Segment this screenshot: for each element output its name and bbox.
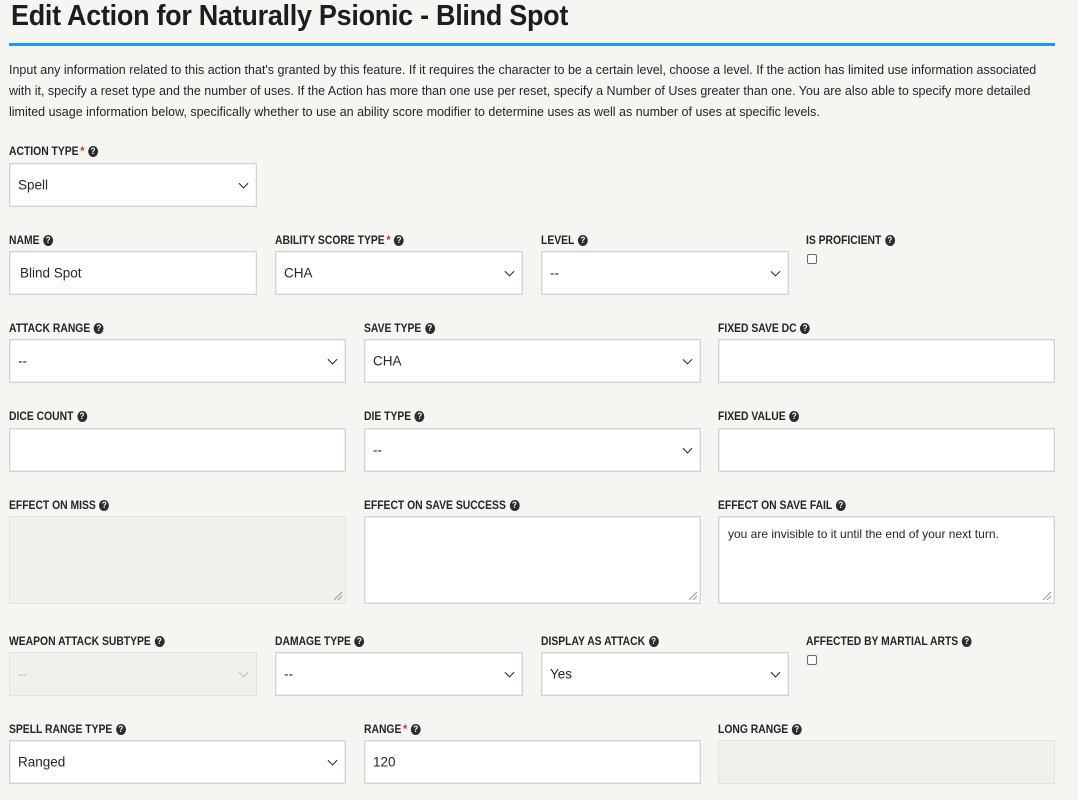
chevron-down-icon: [771, 267, 781, 277]
help-icon[interactable]: ?: [800, 323, 810, 334]
spell-range-type-select[interactable]: Ranged: [9, 740, 346, 784]
die-type-label: DIE TYPE ?: [364, 411, 425, 423]
name-label: NAME ?: [9, 235, 53, 247]
help-icon[interactable]: ?: [836, 500, 846, 511]
action-type-label: ACTION TYPE * ?: [9, 146, 98, 158]
chevron-down-icon: [683, 444, 693, 454]
spell-range-type-label: SPELL RANGE TYPE ?: [9, 724, 126, 736]
help-icon[interactable]: ?: [415, 411, 425, 422]
level-select[interactable]: --: [541, 251, 789, 295]
dice-count-label: DICE COUNT ?: [9, 411, 87, 423]
intro-text: Input any information related to this action that's granted by this feature. If it requires the character to be a certain level, choose a level. If the action has limited use information associated with it, specify a reset type and the number of uses. If the Action has more than one use per reset, specify a Number of Uses greater than one. You are also able to specify more detailed limited usage information below, specifically whether to use an ability score modifier to determine uses as well as number of uses at specific levels.: [9, 63, 1037, 119]
fixed-value-label: FIXED VALUE ?: [718, 411, 799, 423]
chevron-down-icon: [239, 668, 249, 678]
is-proficient-checkbox[interactable]: [807, 254, 817, 264]
page-title: Edit Action for Naturally Psionic - Blind Spot: [11, 0, 569, 32]
chevron-down-icon: [239, 179, 249, 189]
save-type-select[interactable]: CHA: [364, 339, 701, 383]
help-icon[interactable]: ?: [578, 235, 588, 246]
help-icon[interactable]: ?: [411, 724, 421, 735]
help-icon[interactable]: ?: [509, 500, 519, 511]
fixed-save-dc-input[interactable]: [718, 339, 1055, 383]
effect-on-miss-label: EFFECT ON MISS ?: [9, 500, 109, 512]
range-input[interactable]: 120: [364, 740, 701, 784]
help-icon[interactable]: ?: [789, 411, 799, 422]
resize-handle-icon[interactable]: [689, 592, 697, 600]
affected-by-martial-arts-label: AFFECTED BY MARTIAL ARTS ?: [806, 636, 972, 648]
chevron-down-icon: [328, 355, 338, 365]
help-icon[interactable]: ?: [355, 636, 365, 647]
effect-on-save-fail-label: EFFECT ON SAVE FAIL ?: [718, 500, 846, 512]
help-icon[interactable]: ?: [394, 235, 404, 246]
help-icon[interactable]: ?: [154, 636, 164, 647]
ability-score-type-select[interactable]: CHA: [275, 251, 523, 295]
fixed-save-dc-label: FIXED SAVE DC ?: [718, 323, 810, 335]
fixed-value-input[interactable]: [718, 428, 1055, 472]
help-icon[interactable]: ?: [649, 636, 659, 647]
damage-type-label: DAMAGE TYPE ?: [275, 636, 364, 648]
display-as-attack-select[interactable]: Yes: [541, 652, 789, 696]
resize-handle-icon[interactable]: [334, 592, 342, 600]
effect-on-save-success-textarea[interactable]: [364, 516, 701, 604]
long-range-label: LONG RANGE ?: [718, 724, 802, 736]
help-icon[interactable]: ?: [962, 636, 972, 647]
help-icon[interactable]: ?: [94, 323, 104, 334]
is-proficient-label: IS PROFICIENT ?: [806, 235, 895, 247]
help-icon[interactable]: ?: [792, 724, 802, 735]
effect-on-save-fail-textarea[interactable]: you are invisible to it until the end of your next turn.: [718, 516, 1055, 604]
weapon-attack-subtype-select[interactable]: --: [9, 652, 257, 696]
title-divider: [9, 43, 1055, 46]
chevron-down-icon: [505, 267, 515, 277]
die-type-select[interactable]: --: [364, 428, 701, 472]
chevron-down-icon: [328, 756, 338, 766]
help-icon[interactable]: ?: [43, 235, 53, 246]
name-input[interactable]: Blind Spot: [9, 251, 257, 295]
help-icon[interactable]: ?: [99, 500, 109, 511]
effect-on-save-success-label: EFFECT ON SAVE SUCCESS ?: [364, 500, 519, 512]
help-icon[interactable]: ?: [425, 323, 435, 334]
attack-range-label: ATTACK RANGE ?: [9, 323, 104, 335]
display-as-attack-label: DISPLAY AS ATTACK ?: [541, 636, 659, 648]
level-label: LEVEL ?: [541, 235, 588, 247]
range-label: RANGE * ?: [364, 724, 421, 736]
save-type-label: SAVE TYPE ?: [364, 323, 435, 335]
help-icon[interactable]: ?: [77, 411, 87, 422]
action-type-select[interactable]: Spell: [9, 163, 257, 207]
damage-type-select[interactable]: --: [275, 652, 523, 696]
long-range-input[interactable]: [718, 740, 1055, 784]
chevron-down-icon: [683, 355, 693, 365]
chevron-down-icon: [505, 668, 515, 678]
dice-count-input[interactable]: [9, 428, 346, 472]
effect-on-miss-textarea[interactable]: [9, 516, 346, 604]
attack-range-select[interactable]: --: [9, 339, 346, 383]
resize-handle-icon[interactable]: [1043, 592, 1051, 600]
ability-score-type-label: ABILITY SCORE TYPE * ?: [275, 235, 404, 247]
weapon-attack-subtype-label: WEAPON ATTACK SUBTYPE ?: [9, 636, 164, 648]
chevron-down-icon: [771, 668, 781, 678]
affected-by-martial-arts-checkbox[interactable]: [807, 655, 817, 665]
help-icon[interactable]: ?: [88, 146, 98, 157]
help-icon[interactable]: ?: [885, 235, 895, 246]
help-icon[interactable]: ?: [116, 724, 126, 735]
